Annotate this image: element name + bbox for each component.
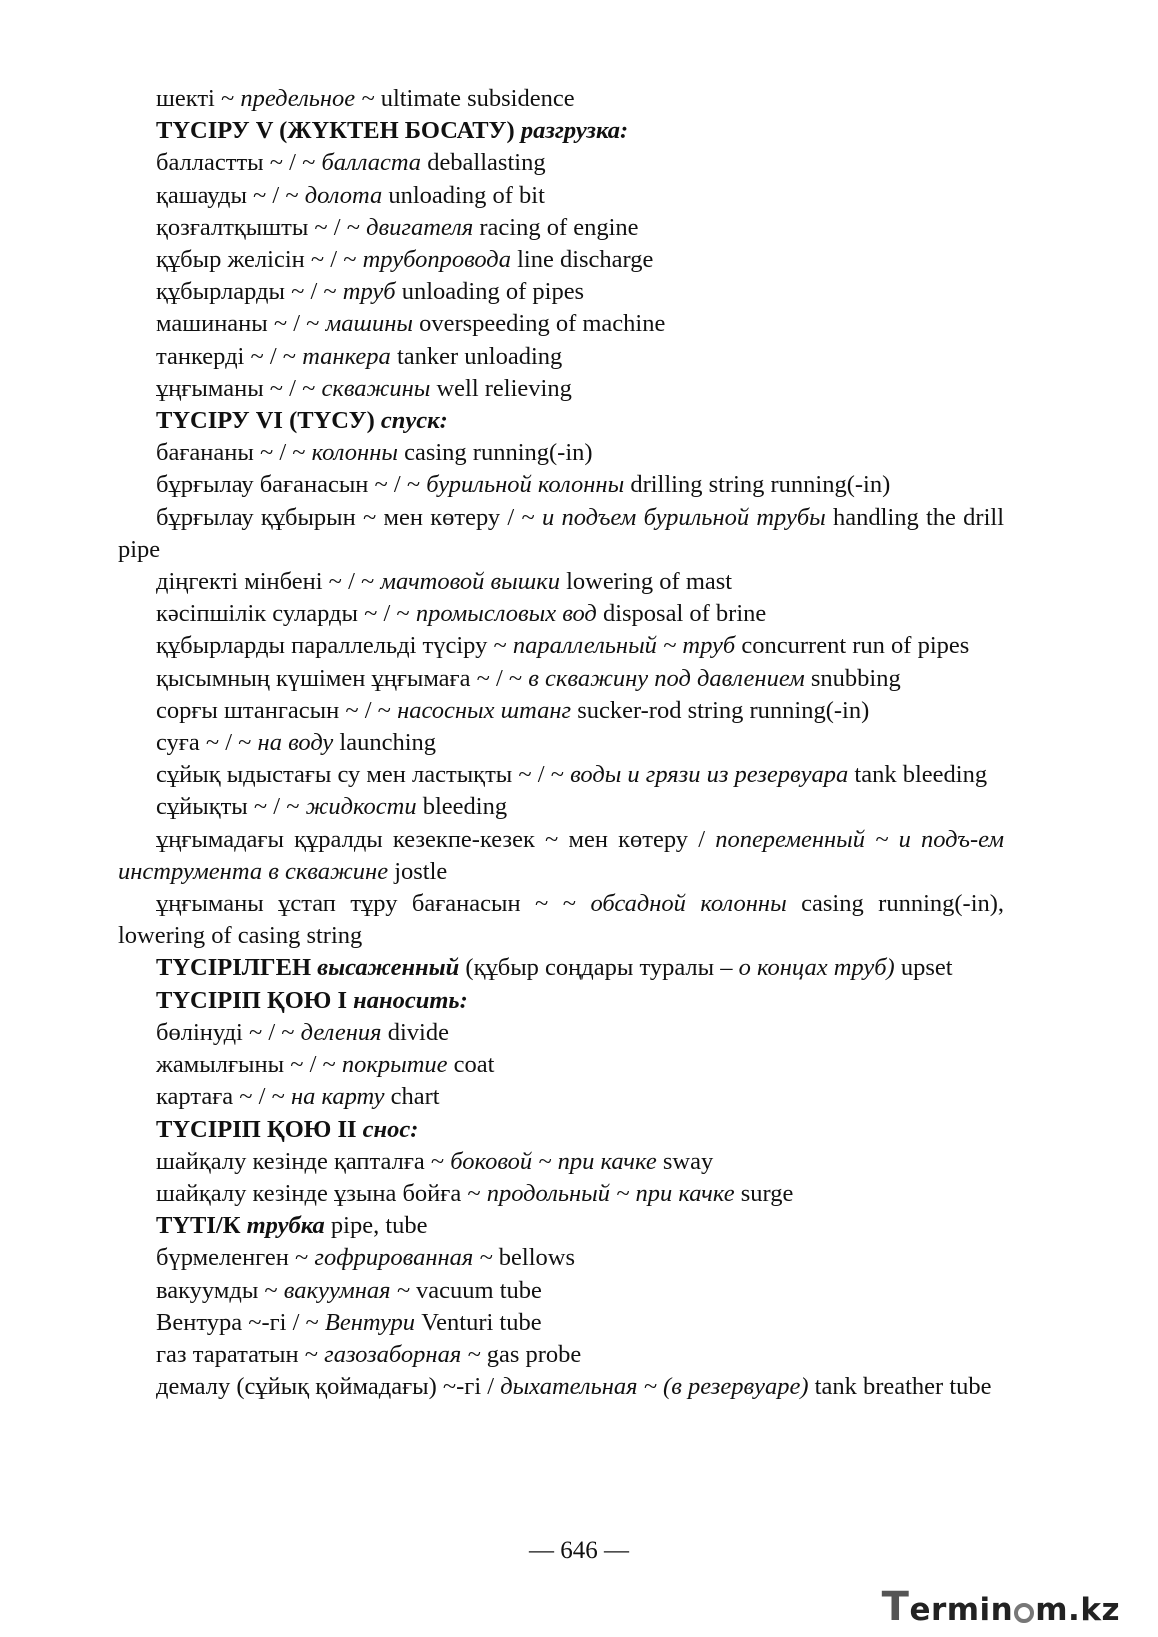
headword-entry xyxy=(118,985,1004,1017)
russian-term: мачтовой вышки xyxy=(380,568,560,596)
russian-term: на карту xyxy=(290,1083,385,1111)
english-term: racing of engine xyxy=(479,213,639,241)
kazakh-term: шайқалу кезінде қапталға ~ xyxy=(156,1147,445,1175)
english-term: launching xyxy=(339,729,437,757)
english-term: upset xyxy=(900,954,953,982)
kazakh-term: демалу (сұйық қоймадағы) ~-гі / xyxy=(156,1373,495,1401)
english-term: handling the drill pipe xyxy=(118,503,1005,563)
russian-term: на воду xyxy=(257,729,334,757)
kazakh-term: діңгекті мінбені ~ / ~ xyxy=(156,568,375,596)
term-entry xyxy=(118,598,1004,630)
headword-russian: трубка xyxy=(246,1212,325,1240)
english-term: disposal of brine xyxy=(602,600,767,628)
term-entry xyxy=(118,83,1004,115)
term-entry xyxy=(118,1049,1004,1081)
term-entry xyxy=(118,663,1004,695)
english-term: snubbing xyxy=(810,664,901,692)
term-entry xyxy=(118,244,1004,276)
russian-term: обсадной колонны xyxy=(590,890,787,918)
term-entry xyxy=(118,727,1004,759)
term-entry xyxy=(118,212,1004,244)
russian-term: о концах труб) xyxy=(738,954,895,982)
kazakh-term: бөлінуді ~ / ~ xyxy=(156,1018,295,1046)
kazakh-term: бағананы ~ / ~ xyxy=(156,439,306,467)
english-term: drilling string running(-in) xyxy=(630,471,891,499)
russian-term: жидкости xyxy=(305,793,417,821)
english-term: vacuum tube xyxy=(416,1276,542,1304)
headword: ТҮСІРІЛГЕН xyxy=(156,954,312,982)
term-entry xyxy=(118,695,1004,727)
term-entry xyxy=(118,759,1004,791)
english-term: unloading of bit xyxy=(388,181,545,209)
kazakh-term: бұрғылау бағанасын ~ / ~ xyxy=(156,471,421,499)
headword: ТҮСІРУ V (ЖҮКТЕН БОСАТУ) xyxy=(156,117,515,145)
english-term: line discharge xyxy=(517,246,654,274)
watermark-domain: m.kz xyxy=(1035,1592,1120,1628)
russian-term: газозаборная ~ xyxy=(324,1340,481,1368)
english-term: casing running(-in) xyxy=(404,439,593,467)
kazakh-term: сорғы штангасын ~ / ~ xyxy=(156,696,391,724)
kazakh-term: сұйықты ~ / ~ xyxy=(156,793,300,821)
english-term: overspeeding of machine xyxy=(419,310,666,338)
headword-entry xyxy=(118,1114,1004,1146)
english-term: tank breather tube xyxy=(814,1373,992,1401)
headword-entry xyxy=(118,952,1004,984)
kazakh-term: танкерді ~ / ~ xyxy=(156,342,297,370)
english-term: pipe, tube xyxy=(330,1212,428,1240)
kazakh-term: құбыр желісін ~ / ~ xyxy=(156,246,357,274)
russian-term: деления xyxy=(300,1018,382,1046)
headword: ТҮСІРІП ҚОЮ I xyxy=(156,986,348,1014)
term-entry xyxy=(118,630,1004,662)
term-entry xyxy=(118,1371,1004,1403)
kazakh-term: балластты ~ / ~ xyxy=(156,149,316,177)
english-term: coat xyxy=(453,1051,495,1079)
page-number: — 646 — xyxy=(529,1537,629,1564)
kazakh-term: шекті ~ xyxy=(156,85,235,112)
term-entry xyxy=(118,1081,1004,1113)
russian-term: параллельный ~ труб xyxy=(512,632,736,660)
term-entry xyxy=(118,1017,1004,1049)
headword-russian: разгрузка: xyxy=(520,117,629,145)
headword-entry xyxy=(118,1210,1004,1242)
term-entry xyxy=(118,1307,1004,1339)
russian-term: скважины xyxy=(321,374,431,402)
term-entry xyxy=(118,824,1004,888)
term-entry xyxy=(118,1339,1004,1371)
term-entry xyxy=(118,791,1004,823)
kazakh-term: шайқалу кезінде ұзына бойға ~ xyxy=(156,1179,481,1207)
kazakh-term: газ тарататын ~ xyxy=(156,1340,319,1368)
headword-entry xyxy=(118,405,1004,437)
term-entry xyxy=(118,888,1004,952)
term-entry xyxy=(118,1146,1004,1178)
headword: ТҮСІРІП ҚОЮ II xyxy=(156,1115,357,1143)
kazakh-term: картаға ~ / ~ xyxy=(156,1083,285,1111)
russian-term: покрытие xyxy=(341,1051,448,1079)
russian-term: промысловых вод xyxy=(415,600,597,628)
term-entry xyxy=(118,373,1004,405)
russian-term: попеременный ~ и подъ-ем инструмента в скважине xyxy=(118,825,1005,885)
english-term: ultimate subsidence xyxy=(380,85,575,112)
kazakh-term: суға ~ / ~ xyxy=(156,729,252,757)
kazakh-term: ұңғыманы ~ / ~ xyxy=(156,374,316,402)
russian-term: трубопровода xyxy=(362,246,511,274)
term-entry xyxy=(118,1275,1004,1307)
kazakh-term: бұрғылау құбырын ~ мен көтеру / ~ xyxy=(156,503,535,531)
russian-term: гофрированная ~ xyxy=(314,1244,493,1272)
kazakh-term: жамылғыны ~ / ~ xyxy=(156,1051,336,1079)
russian-term: предельное ~ xyxy=(240,85,375,112)
term-entry xyxy=(118,147,1004,179)
russian-term: насосных штанг xyxy=(397,696,572,724)
russian-term: двигателя xyxy=(366,213,474,241)
headword-russian: снос: xyxy=(362,1115,419,1143)
dictionary-page xyxy=(118,83,1004,1403)
english-term: tank bleeding xyxy=(854,761,988,789)
term-entry xyxy=(118,276,1004,308)
russian-term: дыхательная ~ (в резервуаре) xyxy=(500,1373,809,1401)
english-term: jostle xyxy=(394,857,448,885)
term-entry xyxy=(118,308,1004,340)
headword-entry xyxy=(118,115,1004,147)
english-term: concurrent run of pipes xyxy=(741,632,970,660)
kazakh-term: құбырларды параллельді түсіру ~ xyxy=(156,632,507,660)
entry-list xyxy=(118,83,1004,1403)
kazakh-term: құбырларды ~ / ~ xyxy=(156,278,337,306)
russian-term: долота xyxy=(304,181,383,209)
russian-term: труб xyxy=(342,278,396,306)
english-term: bleeding xyxy=(422,793,508,821)
site-watermark xyxy=(882,1584,1120,1630)
term-entry xyxy=(118,469,1004,501)
headword-russian: наносить: xyxy=(353,986,468,1014)
headword-russian: высаженный xyxy=(317,954,460,982)
english-term: unloading of pipes xyxy=(401,278,585,306)
russian-term: балласта xyxy=(321,149,422,177)
term-entry xyxy=(118,566,1004,598)
kazakh-term: вакуумды ~ xyxy=(156,1276,278,1304)
kazakh-term: ұңғымадағы құралды кезекпе-кезек ~ мен көтеру / xyxy=(156,825,706,853)
headword: ТҮТІ/К xyxy=(156,1212,241,1240)
term-entry xyxy=(118,341,1004,373)
russian-term: и подъем бурильной трубы xyxy=(541,503,826,531)
english-term: tanker unloading xyxy=(396,342,563,370)
english-term: bellows xyxy=(498,1244,575,1272)
russian-term: бурильной колонны xyxy=(426,471,625,499)
english-term: sucker-rod string running(-in) xyxy=(577,696,870,724)
english-term: surge xyxy=(740,1179,794,1207)
watermark-text: ermin xyxy=(909,1592,1014,1628)
kazakh-term: ұңғыманы ұстап тұру бағанасын ~ ~ xyxy=(156,890,576,918)
term-entry xyxy=(118,1178,1004,1210)
kazakh-term: кәсіпшілік суларды ~ / ~ xyxy=(156,600,410,628)
english-term: well relieving xyxy=(436,374,572,402)
english-term: Venturi tube xyxy=(421,1308,542,1336)
kazakh-term: машинаны ~ / ~ xyxy=(156,310,320,338)
russian-term: воды и грязи из резервуара xyxy=(570,761,849,789)
russian-term: в скважину под давлением xyxy=(528,664,805,692)
term-entry xyxy=(118,502,1004,566)
russian-term: машины xyxy=(325,310,413,338)
kazakh-term: Вентура ~-гі / ~ xyxy=(156,1308,319,1336)
russian-term: продольный ~ при качке xyxy=(486,1179,735,1207)
russian-term: боковой ~ при качке xyxy=(450,1147,657,1175)
kazakh-term: бүрмеленген ~ xyxy=(156,1244,309,1272)
english-term: casing running(-in), lowering of casing string xyxy=(118,890,1005,950)
kazakh-term: қысымның күшімен ұңғымаға ~ / ~ xyxy=(156,664,523,692)
russian-term: колонны xyxy=(311,439,398,467)
english-term: deballasting xyxy=(427,149,546,177)
headword-russian: спуск: xyxy=(380,407,448,435)
kazakh-term: (құбыр соңдары туралы – xyxy=(465,954,733,982)
russian-term: Вентури xyxy=(324,1308,416,1336)
english-term: gas probe xyxy=(486,1340,582,1368)
russian-term: вакуумная ~ xyxy=(283,1276,410,1304)
kazakh-term: сұйық ыдыстағы су мен ластықты ~ / ~ xyxy=(156,761,564,789)
term-entry xyxy=(118,437,1004,469)
english-term: divide xyxy=(387,1018,449,1046)
kazakh-term: қашауды ~ / ~ xyxy=(156,181,299,209)
term-entry xyxy=(118,1242,1004,1274)
english-term: lowering of mast xyxy=(566,568,733,596)
watermark-circle-icon xyxy=(1014,1603,1034,1623)
headword: ТҮСІРУ VI (ТҮСУ) xyxy=(156,407,375,435)
english-term: sway xyxy=(662,1147,714,1175)
kazakh-term: қозғалтқышты ~ / ~ xyxy=(156,213,360,241)
english-term: chart xyxy=(390,1083,440,1111)
russian-term: танкера xyxy=(302,342,391,370)
watermark-letter: T xyxy=(881,1584,910,1630)
term-entry xyxy=(118,180,1004,212)
